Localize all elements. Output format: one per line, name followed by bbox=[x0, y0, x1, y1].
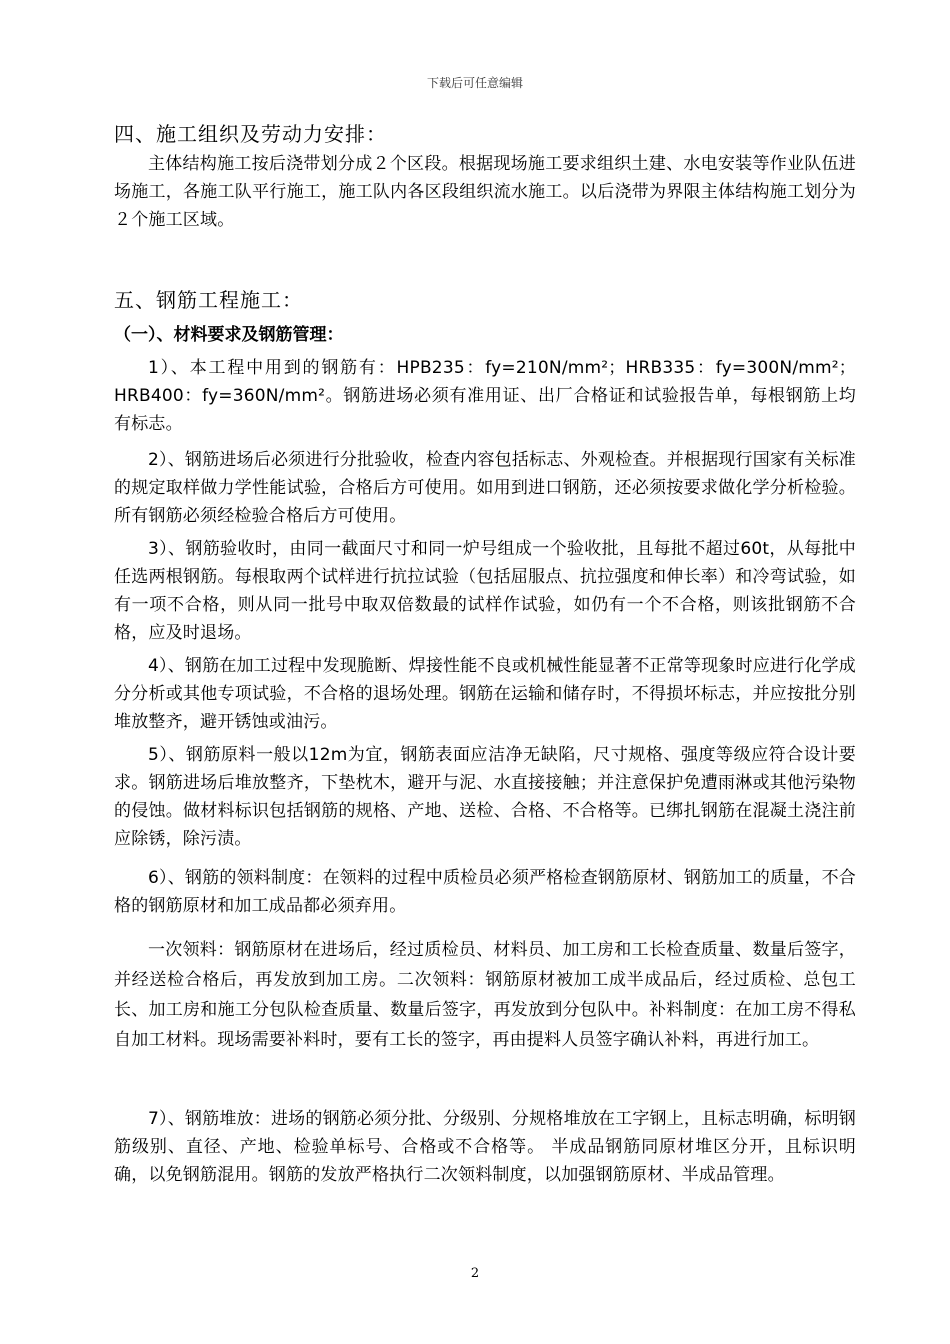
paragraph-first-collection: 一次领料：钢筋原材在进场后，经过质检员、材料员、加工房和工长检查质量、数量后签字，并经送检合格后，再发放到加工房。二次领料：钢筋原材被加工成半成品后，经过质检、总包工长、加工房和施工分包队检查质量、数量后签字，再发放到分包队中。补料制度：在加工房不得私自加工材料。现场需要补料时，要有工长的签字，再由提料人员签字确认补料，再进行加工。 bbox=[114, 940, 856, 1050]
header-note: 下载后可任意编辑 bbox=[426, 76, 523, 90]
section-5-title: 五、钢筋工程施工： bbox=[114, 288, 303, 312]
paragraph-item-1: 1）、本工程中用到的钢筋有：HPB235：fy=210N/mm²；HRB335：fy=300N/mm²；HRB400：fy=360N/mm²。钢筋进场必须有准用证、出厂合格证和试验报告单，每根钢筋上均有标志。 bbox=[114, 358, 856, 434]
section-4-title: 四、施工组织及劳动力安排： bbox=[114, 122, 387, 146]
paragraph-item-7: 7）、钢筋堆放：进场的钢筋必须分批、分级别、分规格堆放在工字钢上，且标志明确，标明钢筋级别、直径、产地、检验单标号、合格或不合格等。 半成品钢筋同原材堆区分开，且标识明确，以免钢筋混用。钢筋的发放严格执行二次领料制度，以加强钢筋原材、半成品管理。 bbox=[114, 1109, 856, 1185]
section-4-paragraph: 主体结构施工按后浇带划分成２个区段。根据现场施工要求组织土建、水电安装等作业队伍进场施工，各施工队平行施工，施工队内各区段组织流水施工。以后浇带为界限主体结构施工划分为２个施工区域。 bbox=[114, 154, 856, 230]
paragraph-item-4: 4）、钢筋在加工过程中发现脆断、焊接性能不良或机械性能显著不正常等现象时应进行化学成分分析或其他专项试验，不合格的退场处理。钢筋在运输和储存时，不得损坏标志，并应按批分别堆放整齐，避开锈蚀或油污。 bbox=[114, 656, 856, 732]
paragraph-item-3: 3）、钢筋验收时，由同一截面尺寸和同一炉号组成一个验收批，且每批不超过60t，从每批中任选两根钢筋。每根取两个试样进行抗拉试验（包括屈服点、抗拉强度和伸长率）和冷弯试验，如有一项不合格，则从同一批号中取双倍数最的试样作试验，如仍有一个不合格，则该批钢筋不合格，应及时退场。 bbox=[114, 539, 856, 643]
paragraph-item-2: 2）、钢筋进场后必须进行分批验收，检查内容包括标志、外观检查。并根据现行国家有关标准的规定取样做力学性能试验，合格后方可使用。如用到进口钢筋，还必须按要求做化学分析检验。所有钢筋必须经检验合格后方可使用。 bbox=[114, 450, 856, 526]
paragraph-item-5: 5）、钢筋原料一般以12m为宜，钢筋表面应洁净无缺陷，尺寸规格、强度等级应符合设计要求。钢筋进场后堆放整齐，下垫枕木，避开与泥、水直接接触；并注意保护免遭雨淋或其他污染物的侵蚀。做材料标识包括钢筋的规格、产地、送检、合格、不合格等。已绑扎钢筋在混凝土浇注前应除锈，除污渍。 bbox=[114, 745, 856, 849]
paragraph-item-6: 6）、钢筋的领料制度：在领料的过程中质检员必须严格检查钢筋原材、钢筋加工的质量，不合格的钢筋原材和加工成品都必须弃用。 bbox=[114, 868, 856, 916]
page-number: 2 bbox=[470, 1266, 480, 1281]
subsection-1-title: （一）、材料要求及钢筋管理： bbox=[114, 325, 344, 345]
